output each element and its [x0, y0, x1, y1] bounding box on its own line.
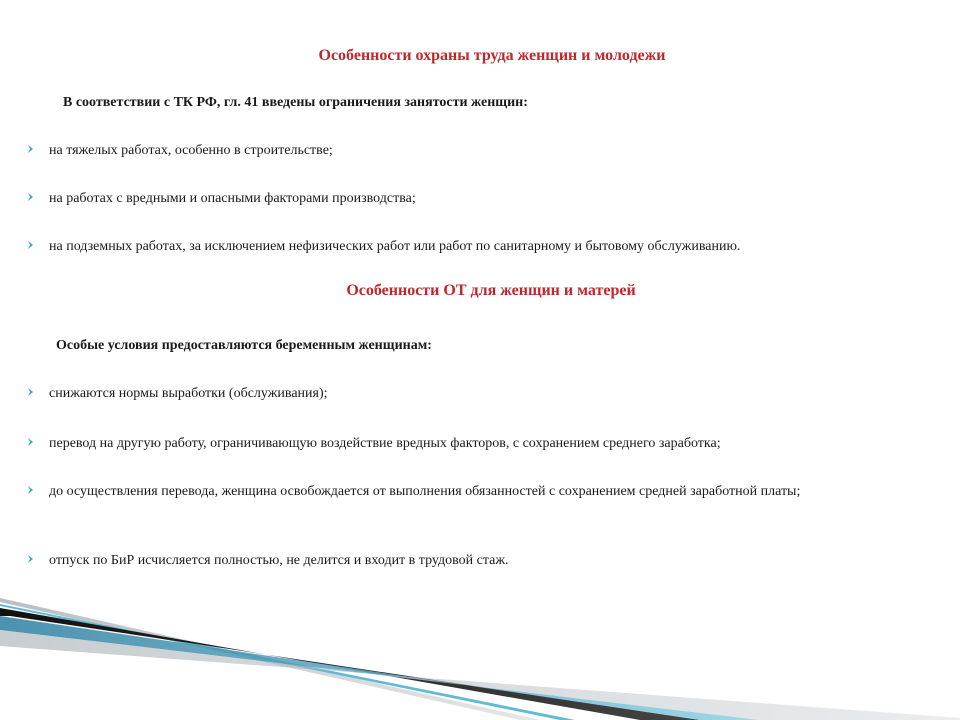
chevron-right-icon	[26, 240, 36, 250]
chevron-right-icon	[26, 485, 36, 495]
slide-swoosh-decoration	[0, 590, 960, 720]
list-item-text: снижаются нормы выработки (обслуживания);	[49, 386, 328, 401]
list-item-text: до осуществления перевода, женщина освобождается от выполнения обязанностей с сохранением средней заработной платы;	[49, 484, 801, 499]
list-item	[26, 551, 509, 570]
section-2-intro: Особые условия предоставляются беременным женщинам:	[56, 338, 432, 353]
section-1-intro: В соответствии с ТК РФ, гл. 41 введены ограничения занятости женщин:	[63, 95, 528, 110]
list-item-text: на работах с вредными и опасными факторами производства;	[49, 191, 416, 206]
list-item-text: на подземных работах, за исключением нефизических работ или работ по санитарному и бытовому обслуживанию.	[49, 239, 741, 254]
list-item	[26, 434, 721, 453]
list-item-text: отпуск по БиР исчисляется полностью, не делится и входит в трудовой стаж.	[49, 553, 509, 568]
list-item	[26, 237, 740, 256]
chevron-right-icon	[26, 387, 36, 397]
list-item	[26, 141, 333, 160]
list-item	[26, 482, 936, 501]
chevron-right-icon	[26, 144, 36, 154]
chevron-right-icon	[26, 554, 36, 564]
list-item-text: перевод на другую работу, ограничивающую воздействие вредных факторов, с сохранением среднего заработка;	[49, 436, 721, 451]
chevron-right-icon	[26, 437, 36, 447]
section-2-title: Особенности ОТ для женщин и матерей	[346, 282, 636, 299]
section-1-title: Особенности охраны труда женщин и молодежи	[318, 47, 666, 64]
list-item	[26, 384, 328, 403]
chevron-right-icon	[26, 192, 36, 202]
list-item	[26, 189, 416, 208]
list-item-text: на тяжелых работах, особенно в строительстве;	[49, 143, 333, 158]
